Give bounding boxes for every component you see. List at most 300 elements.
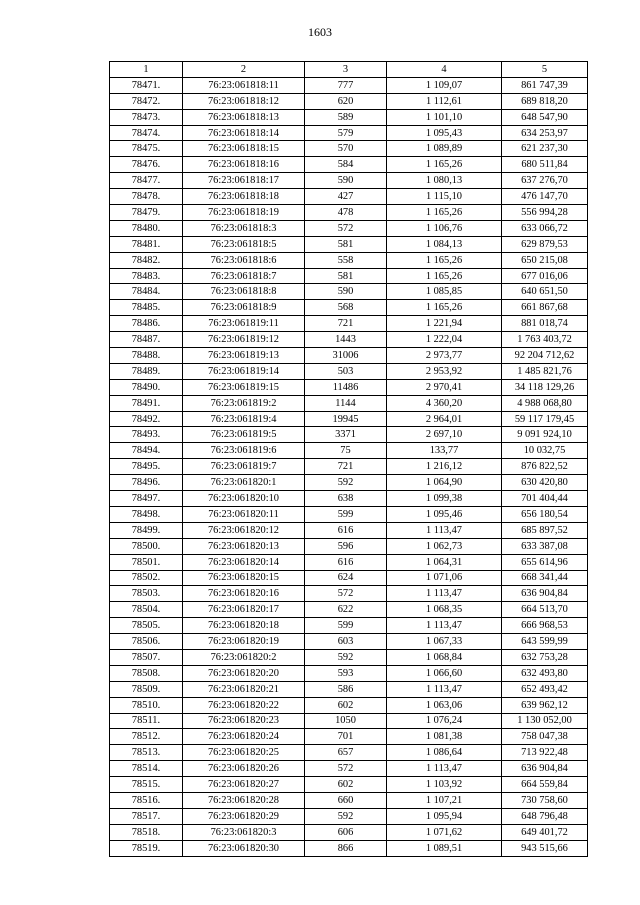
rate-cell: 1 085,85 — [387, 284, 502, 300]
table-row — [110, 491, 588, 507]
table-row — [110, 284, 588, 300]
rate-cell: 1 081,38 — [387, 729, 502, 745]
cadastral-number-cell: 76:23:061820:2 — [183, 649, 305, 665]
page-number: 1603 — [308, 25, 332, 39]
area-cell: 3371 — [305, 427, 387, 443]
cadastral-number-cell: 76:23:061819:12 — [183, 332, 305, 348]
area-cell: 19945 — [305, 411, 387, 427]
row-number-cell: 78496. — [110, 475, 183, 491]
table-row — [110, 761, 588, 777]
cadastral-number-cell: 76:23:061819:2 — [183, 395, 305, 411]
cadastral-number-cell: 76:23:061820:26 — [183, 761, 305, 777]
area-cell: 579 — [305, 125, 387, 141]
value-cell: 661 867,68 — [502, 300, 588, 316]
row-number-cell: 78490. — [110, 379, 183, 395]
area-cell: 593 — [305, 665, 387, 681]
area-cell: 721 — [305, 459, 387, 475]
value-cell: 689 818,20 — [502, 93, 588, 109]
value-cell: 943 515,66 — [502, 840, 588, 856]
rate-cell: 1 112,61 — [387, 93, 502, 109]
table-row — [110, 522, 588, 538]
table-row — [110, 93, 588, 109]
rate-cell: 1 101,10 — [387, 109, 502, 125]
cadastral-number-cell: 76:23:061820:17 — [183, 602, 305, 618]
value-cell: 636 904,84 — [502, 586, 588, 602]
cadastral-number-cell: 76:23:061819:14 — [183, 363, 305, 379]
rate-cell: 1 089,89 — [387, 141, 502, 157]
area-cell: 721 — [305, 316, 387, 332]
table-row — [110, 141, 588, 157]
table-row — [110, 649, 588, 665]
row-number-cell: 78499. — [110, 522, 183, 538]
rate-cell: 1 165,26 — [387, 252, 502, 268]
table-row — [110, 427, 588, 443]
rate-cell: 1 113,47 — [387, 681, 502, 697]
row-number-cell: 78479. — [110, 205, 183, 221]
rate-cell: 1 086,64 — [387, 745, 502, 761]
row-number-cell: 78511. — [110, 713, 183, 729]
value-cell: 92 204 712,62 — [502, 348, 588, 364]
area-cell: 590 — [305, 284, 387, 300]
table-header — [110, 62, 588, 78]
data-table — [109, 61, 588, 857]
rate-cell: 1 095,46 — [387, 506, 502, 522]
value-cell: 476 147,70 — [502, 189, 588, 205]
cadastral-number-cell: 76:23:061818:13 — [183, 109, 305, 125]
table-row — [110, 538, 588, 554]
value-cell: 730 758,60 — [502, 792, 588, 808]
row-number-cell: 78504. — [110, 602, 183, 618]
value-cell: 637 276,70 — [502, 173, 588, 189]
value-cell: 881 018,74 — [502, 316, 588, 332]
rate-cell: 1 107,21 — [387, 792, 502, 808]
area-cell: 701 — [305, 729, 387, 745]
table-row — [110, 252, 588, 268]
rate-cell: 1 165,26 — [387, 205, 502, 221]
header-cell-4: 4 — [387, 62, 502, 78]
cadastral-number-cell: 76:23:061818:15 — [183, 141, 305, 157]
value-cell: 650 215,08 — [502, 252, 588, 268]
rate-cell: 1 106,76 — [387, 220, 502, 236]
cadastral-number-cell: 76:23:061820:21 — [183, 681, 305, 697]
row-number-cell: 78513. — [110, 745, 183, 761]
header-cell-3: 3 — [305, 62, 387, 78]
area-cell: 31006 — [305, 348, 387, 364]
table-row — [110, 316, 588, 332]
cadastral-number-cell: 76:23:061820:19 — [183, 634, 305, 650]
area-cell: 478 — [305, 205, 387, 221]
table-row — [110, 300, 588, 316]
area-cell: 570 — [305, 141, 387, 157]
value-cell: 621 237,30 — [502, 141, 588, 157]
table-row — [110, 697, 588, 713]
area-cell: 572 — [305, 220, 387, 236]
area-cell: 427 — [305, 189, 387, 205]
rate-cell: 1 113,47 — [387, 586, 502, 602]
area-cell: 599 — [305, 506, 387, 522]
value-cell: 4 988 068,80 — [502, 395, 588, 411]
area-cell: 616 — [305, 522, 387, 538]
value-cell: 758 047,38 — [502, 729, 588, 745]
row-number-cell: 78493. — [110, 427, 183, 443]
area-cell: 75 — [305, 443, 387, 459]
value-cell: 34 118 129,26 — [502, 379, 588, 395]
cadastral-number-cell: 76:23:061820:20 — [183, 665, 305, 681]
rate-cell: 1 165,26 — [387, 157, 502, 173]
row-number-cell: 78515. — [110, 777, 183, 793]
row-number-cell: 78478. — [110, 189, 183, 205]
rate-cell: 1 099,38 — [387, 491, 502, 507]
cadastral-number-cell: 76:23:061818:8 — [183, 284, 305, 300]
row-number-cell: 78489. — [110, 363, 183, 379]
table-row — [110, 681, 588, 697]
area-cell: 624 — [305, 570, 387, 586]
value-cell: 713 922,48 — [502, 745, 588, 761]
area-cell: 558 — [305, 252, 387, 268]
row-number-cell: 78488. — [110, 348, 183, 364]
rate-cell: 1 068,84 — [387, 649, 502, 665]
row-number-cell: 78484. — [110, 284, 183, 300]
row-number-cell: 78495. — [110, 459, 183, 475]
header-cell-2: 2 — [183, 62, 305, 78]
row-number-cell: 78506. — [110, 634, 183, 650]
rate-cell: 1 103,92 — [387, 777, 502, 793]
cadastral-number-cell: 76:23:061818:18 — [183, 189, 305, 205]
cadastral-number-cell: 76:23:061819:11 — [183, 316, 305, 332]
value-cell: 630 420,80 — [502, 475, 588, 491]
value-cell: 640 651,50 — [502, 284, 588, 300]
cadastral-number-cell: 76:23:061820:29 — [183, 808, 305, 824]
value-cell: 648 547,90 — [502, 109, 588, 125]
row-number-cell: 78492. — [110, 411, 183, 427]
cadastral-number-cell: 76:23:061820:18 — [183, 618, 305, 634]
value-cell: 685 897,52 — [502, 522, 588, 538]
rate-cell: 1 084,13 — [387, 236, 502, 252]
table-row — [110, 332, 588, 348]
rate-cell: 1 113,47 — [387, 618, 502, 634]
value-cell: 649 401,72 — [502, 824, 588, 840]
cadastral-number-cell: 76:23:061820:15 — [183, 570, 305, 586]
row-number-cell: 78480. — [110, 220, 183, 236]
cadastral-number-cell: 76:23:061820:27 — [183, 777, 305, 793]
table-row — [110, 109, 588, 125]
row-number-cell: 78476. — [110, 157, 183, 173]
row-number-cell: 78473. — [110, 109, 183, 125]
rate-cell: 1 095,43 — [387, 125, 502, 141]
rate-cell: 1 064,31 — [387, 554, 502, 570]
row-number-cell: 78486. — [110, 316, 183, 332]
area-cell: 638 — [305, 491, 387, 507]
value-cell: 634 253,97 — [502, 125, 588, 141]
area-cell: 592 — [305, 475, 387, 491]
row-number-cell: 78505. — [110, 618, 183, 634]
row-number-cell: 78498. — [110, 506, 183, 522]
table-row — [110, 586, 588, 602]
cadastral-number-cell: 76:23:061820:11 — [183, 506, 305, 522]
rate-cell: 1 063,06 — [387, 697, 502, 713]
rate-cell: 2 697,10 — [387, 427, 502, 443]
cadastral-number-cell: 76:23:061820:24 — [183, 729, 305, 745]
header-cell-5: 5 — [502, 62, 588, 78]
area-cell: 866 — [305, 840, 387, 856]
row-number-cell: 78501. — [110, 554, 183, 570]
cadastral-number-cell: 76:23:061819:5 — [183, 427, 305, 443]
table-row — [110, 506, 588, 522]
table-row — [110, 729, 588, 745]
table-row — [110, 268, 588, 284]
area-cell: 602 — [305, 777, 387, 793]
table-row — [110, 157, 588, 173]
value-cell: 632 753,28 — [502, 649, 588, 665]
cadastral-number-cell: 76:23:061820:1 — [183, 475, 305, 491]
rate-cell: 133,77 — [387, 443, 502, 459]
rate-cell: 1 095,94 — [387, 808, 502, 824]
rate-cell: 1 068,35 — [387, 602, 502, 618]
value-cell: 1 485 821,76 — [502, 363, 588, 379]
value-cell: 656 180,54 — [502, 506, 588, 522]
rate-cell: 1 071,62 — [387, 824, 502, 840]
row-number-cell: 78509. — [110, 681, 183, 697]
cadastral-number-cell: 76:23:061820:14 — [183, 554, 305, 570]
rate-cell: 1 071,06 — [387, 570, 502, 586]
area-cell: 586 — [305, 681, 387, 697]
cadastral-number-cell: 76:23:061820:12 — [183, 522, 305, 538]
rate-cell: 1 080,13 — [387, 173, 502, 189]
row-number-cell: 78517. — [110, 808, 183, 824]
value-cell: 9 091 924,10 — [502, 427, 588, 443]
rate-cell: 4 360,20 — [387, 395, 502, 411]
area-cell: 657 — [305, 745, 387, 761]
table-row — [110, 348, 588, 364]
cadastral-number-cell: 76:23:061820:3 — [183, 824, 305, 840]
cadastral-number-cell: 76:23:061820:25 — [183, 745, 305, 761]
table-row — [110, 363, 588, 379]
row-number-cell: 78494. — [110, 443, 183, 459]
cadastral-number-cell: 76:23:061820:10 — [183, 491, 305, 507]
rate-cell: 2 953,92 — [387, 363, 502, 379]
value-cell: 633 066,72 — [502, 220, 588, 236]
header-row — [110, 62, 588, 78]
table-row — [110, 792, 588, 808]
area-cell: 581 — [305, 268, 387, 284]
row-number-cell: 78491. — [110, 395, 183, 411]
cadastral-number-cell: 76:23:061820:16 — [183, 586, 305, 602]
value-cell: 680 511,84 — [502, 157, 588, 173]
table-row — [110, 570, 588, 586]
value-cell: 633 387,08 — [502, 538, 588, 554]
area-cell: 11486 — [305, 379, 387, 395]
rate-cell: 1 165,26 — [387, 268, 502, 284]
value-cell: 666 968,53 — [502, 618, 588, 634]
table-body — [110, 77, 588, 856]
row-number-cell: 78507. — [110, 649, 183, 665]
area-cell: 606 — [305, 824, 387, 840]
table-row — [110, 808, 588, 824]
area-cell: 599 — [305, 618, 387, 634]
row-number-cell: 78512. — [110, 729, 183, 745]
table-row — [110, 205, 588, 221]
cadastral-number-cell: 76:23:061818:16 — [183, 157, 305, 173]
row-number-cell: 78519. — [110, 840, 183, 856]
value-cell: 629 879,53 — [502, 236, 588, 252]
header-cell-1: 1 — [110, 62, 183, 78]
value-cell: 664 559,84 — [502, 777, 588, 793]
table-row — [110, 459, 588, 475]
table-row — [110, 554, 588, 570]
cadastral-number-cell: 76:23:061818:6 — [183, 252, 305, 268]
area-cell: 616 — [305, 554, 387, 570]
rate-cell: 2 970,41 — [387, 379, 502, 395]
table-row — [110, 665, 588, 681]
row-number-cell: 78477. — [110, 173, 183, 189]
row-number-cell: 78518. — [110, 824, 183, 840]
table-row — [110, 824, 588, 840]
rate-cell: 1 221,94 — [387, 316, 502, 332]
row-number-cell: 78475. — [110, 141, 183, 157]
row-number-cell: 78472. — [110, 93, 183, 109]
row-number-cell: 78483. — [110, 268, 183, 284]
area-cell: 1144 — [305, 395, 387, 411]
cadastral-number-cell: 76:23:061818:11 — [183, 77, 305, 93]
table-row — [110, 475, 588, 491]
table-row — [110, 236, 588, 252]
table-row — [110, 411, 588, 427]
row-number-cell: 78474. — [110, 125, 183, 141]
row-number-cell: 78485. — [110, 300, 183, 316]
value-cell: 636 904,84 — [502, 761, 588, 777]
row-number-cell: 78508. — [110, 665, 183, 681]
rate-cell: 1 113,47 — [387, 522, 502, 538]
area-cell: 581 — [305, 236, 387, 252]
value-cell: 655 614,96 — [502, 554, 588, 570]
rate-cell: 1 064,90 — [387, 475, 502, 491]
value-cell: 1 130 052,00 — [502, 713, 588, 729]
cadastral-number-cell: 76:23:061818:19 — [183, 205, 305, 221]
table-row — [110, 634, 588, 650]
area-cell: 572 — [305, 586, 387, 602]
cadastral-number-cell: 76:23:061819:4 — [183, 411, 305, 427]
table-row — [110, 618, 588, 634]
cadastral-number-cell: 76:23:061820:30 — [183, 840, 305, 856]
table-row — [110, 840, 588, 856]
cadastral-number-cell: 76:23:061818:7 — [183, 268, 305, 284]
rate-cell: 1 076,24 — [387, 713, 502, 729]
table-row — [110, 379, 588, 395]
row-number-cell: 78516. — [110, 792, 183, 808]
cadastral-number-cell: 76:23:061820:13 — [183, 538, 305, 554]
value-cell: 677 016,06 — [502, 268, 588, 284]
area-cell: 777 — [305, 77, 387, 93]
cadastral-number-cell: 76:23:061820:23 — [183, 713, 305, 729]
area-cell: 596 — [305, 538, 387, 554]
cadastral-number-cell: 76:23:061818:3 — [183, 220, 305, 236]
row-number-cell: 78487. — [110, 332, 183, 348]
rate-cell: 2 964,01 — [387, 411, 502, 427]
area-cell: 572 — [305, 761, 387, 777]
row-number-cell: 78481. — [110, 236, 183, 252]
rate-cell: 1 067,33 — [387, 634, 502, 650]
value-cell: 648 796,48 — [502, 808, 588, 824]
area-cell: 590 — [305, 173, 387, 189]
rate-cell: 1 222,04 — [387, 332, 502, 348]
table-row — [110, 745, 588, 761]
rate-cell: 1 109,07 — [387, 77, 502, 93]
rate-cell: 1 115,10 — [387, 189, 502, 205]
area-cell: 568 — [305, 300, 387, 316]
table-row — [110, 602, 588, 618]
area-cell: 660 — [305, 792, 387, 808]
cadastral-number-cell: 76:23:061819:15 — [183, 379, 305, 395]
row-number-cell: 78502. — [110, 570, 183, 586]
cadastral-number-cell: 76:23:061818:9 — [183, 300, 305, 316]
value-cell: 701 404,44 — [502, 491, 588, 507]
rate-cell: 1 113,47 — [387, 761, 502, 777]
area-cell: 584 — [305, 157, 387, 173]
table-row — [110, 173, 588, 189]
value-cell: 876 822,52 — [502, 459, 588, 475]
cadastral-number-cell: 76:23:061819:6 — [183, 443, 305, 459]
rate-cell: 1 089,51 — [387, 840, 502, 856]
rate-cell: 1 062,73 — [387, 538, 502, 554]
value-cell: 643 599,99 — [502, 634, 588, 650]
value-cell: 861 747,39 — [502, 77, 588, 93]
cadastral-number-cell: 76:23:061818:5 — [183, 236, 305, 252]
rate-cell: 1 216,12 — [387, 459, 502, 475]
area-cell: 1443 — [305, 332, 387, 348]
cadastral-number-cell: 76:23:061818:12 — [183, 93, 305, 109]
table-row — [110, 443, 588, 459]
table-row — [110, 125, 588, 141]
row-number-cell: 78471. — [110, 77, 183, 93]
row-number-cell: 78514. — [110, 761, 183, 777]
value-cell: 59 117 179,45 — [502, 411, 588, 427]
row-number-cell: 78503. — [110, 586, 183, 602]
table-row — [110, 77, 588, 93]
value-cell: 556 994,28 — [502, 205, 588, 221]
area-cell: 592 — [305, 808, 387, 824]
table-row — [110, 220, 588, 236]
cadastral-number-cell: 76:23:061819:7 — [183, 459, 305, 475]
area-cell: 622 — [305, 602, 387, 618]
cadastral-number-cell: 76:23:061819:13 — [183, 348, 305, 364]
area-cell: 1050 — [305, 713, 387, 729]
value-cell: 1 763 403,72 — [502, 332, 588, 348]
rate-cell: 1 066,60 — [387, 665, 502, 681]
row-number-cell: 78497. — [110, 491, 183, 507]
area-cell: 503 — [305, 363, 387, 379]
row-number-cell: 78500. — [110, 538, 183, 554]
table-row — [110, 777, 588, 793]
table-row — [110, 189, 588, 205]
table-row — [110, 713, 588, 729]
cadastral-number-cell: 76:23:061820:22 — [183, 697, 305, 713]
rate-cell: 2 973,77 — [387, 348, 502, 364]
area-cell: 603 — [305, 634, 387, 650]
row-number-cell: 78510. — [110, 697, 183, 713]
value-cell: 664 513,70 — [502, 602, 588, 618]
area-cell: 589 — [305, 109, 387, 125]
rate-cell: 1 165,26 — [387, 300, 502, 316]
cadastral-number-cell: 76:23:061818:17 — [183, 173, 305, 189]
table-row — [110, 395, 588, 411]
value-cell: 10 032,75 — [502, 443, 588, 459]
cadastral-number-cell: 76:23:061818:14 — [183, 125, 305, 141]
row-number-cell: 78482. — [110, 252, 183, 268]
value-cell: 652 493,42 — [502, 681, 588, 697]
area-cell: 602 — [305, 697, 387, 713]
value-cell: 632 493,80 — [502, 665, 588, 681]
area-cell: 592 — [305, 649, 387, 665]
